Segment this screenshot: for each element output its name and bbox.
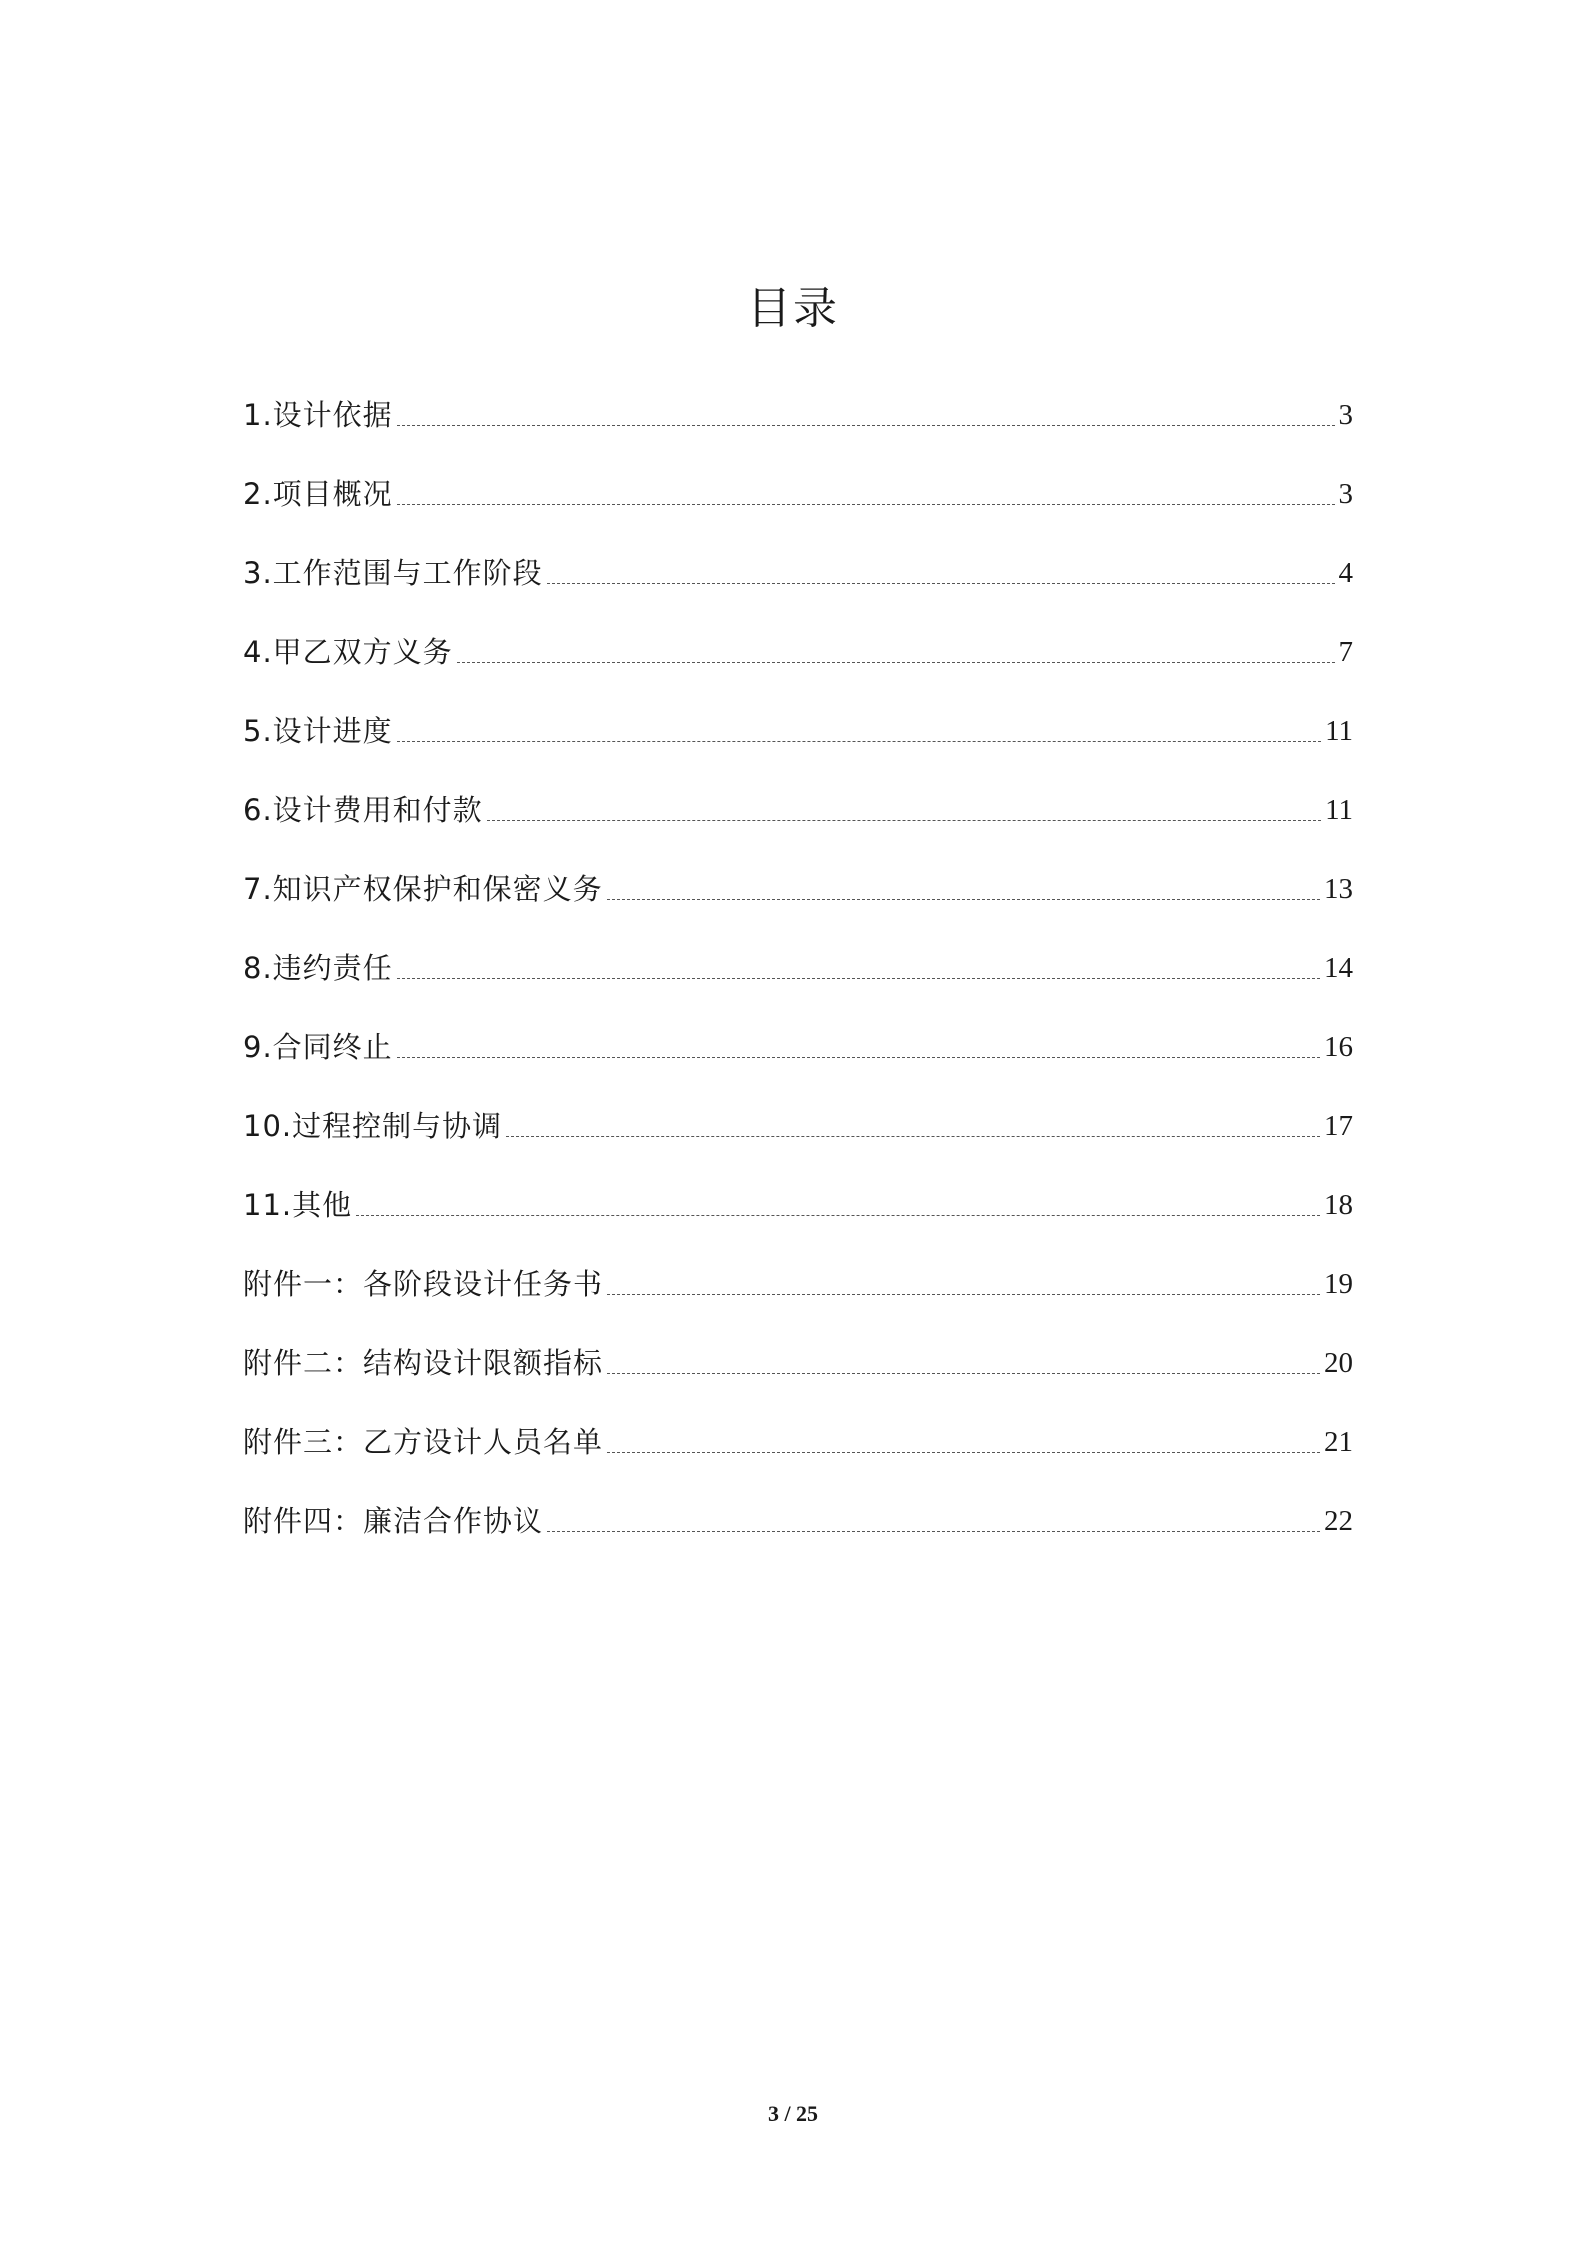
toc-page-number: 16 [1324, 1031, 1353, 1063]
toc-leader [547, 1531, 1320, 1532]
toc-entry-label: 10.过程控制与协调 [243, 1109, 503, 1143]
toc-entry[interactable] [243, 1383, 1353, 1462]
toc-entry[interactable] [243, 1462, 1353, 1541]
page-footer-number: 3 / 25 [767, 2101, 819, 2126]
toc-entry-label: 附件二：结构设计限额指标 [243, 1346, 604, 1380]
table-of-contents [243, 356, 1353, 1541]
toc-entry[interactable] [243, 356, 1353, 435]
toc-entry[interactable] [243, 1225, 1353, 1304]
toc-entry-label: 11.其他 [243, 1188, 353, 1222]
toc-page-number: 14 [1324, 952, 1353, 984]
toc-leader [607, 1452, 1320, 1453]
toc-entry[interactable] [243, 435, 1353, 514]
toc-entry-label: 8.违约责任 [243, 951, 393, 985]
toc-entry[interactable] [243, 751, 1353, 830]
toc-page-number: 7 [1338, 636, 1353, 668]
toc-leader [607, 1294, 1320, 1295]
toc-page-number: 11 [1325, 794, 1353, 826]
toc-page-number: 20 [1324, 1347, 1353, 1379]
toc-page-number: 19 [1324, 1268, 1353, 1300]
toc-entry-label: 附件四：廉洁合作协议 [243, 1504, 544, 1538]
toc-entry[interactable] [243, 1067, 1353, 1146]
toc-entry[interactable] [243, 830, 1353, 909]
toc-page-number: 3 [1338, 478, 1353, 510]
toc-page-number: 21 [1324, 1426, 1353, 1458]
toc-page-number: 17 [1324, 1110, 1353, 1142]
toc-entry[interactable] [243, 1304, 1353, 1383]
toc-page-number: 4 [1338, 557, 1353, 589]
toc-leader [397, 978, 1320, 979]
toc-leader [607, 1373, 1320, 1374]
toc-entry-label: 5.设计进度 [243, 714, 393, 748]
toc-entry-label: 1.设计依据 [243, 398, 393, 432]
toc-leader [457, 662, 1335, 663]
toc-entry-label: 3.工作范围与工作阶段 [243, 556, 543, 590]
toc-leader [506, 1136, 1320, 1137]
toc-leader [356, 1215, 1320, 1216]
toc-entry[interactable] [243, 514, 1353, 593]
toc-entry-label: 附件三：乙方设计人员名单 [243, 1425, 604, 1459]
toc-page-number: 22 [1324, 1505, 1353, 1537]
toc-entry[interactable] [243, 909, 1353, 988]
toc-entry[interactable] [243, 1146, 1353, 1225]
toc-entry-label: 9.合同终止 [243, 1030, 393, 1064]
toc-leader [547, 583, 1335, 584]
toc-entry-label: 4.甲乙双方义务 [243, 635, 453, 669]
toc-page-number: 3 [1338, 399, 1353, 431]
toc-leader [397, 425, 1335, 426]
toc-leader [487, 820, 1321, 821]
toc-page-number: 11 [1325, 715, 1353, 747]
toc-page-number: 13 [1324, 873, 1353, 905]
toc-page-number: 18 [1324, 1189, 1353, 1221]
toc-leader [397, 504, 1335, 505]
toc-entry[interactable] [243, 988, 1353, 1067]
toc-entry[interactable] [243, 593, 1353, 672]
toc-entry-label: 2.项目概况 [243, 477, 393, 511]
toc-entry[interactable] [243, 672, 1353, 751]
toc-title: 目录 [747, 283, 839, 335]
toc-entry-label: 6.设计费用和付款 [243, 793, 483, 827]
toc-leader [397, 741, 1321, 742]
toc-entry-label: 7.知识产权保护和保密义务 [243, 872, 603, 906]
toc-leader [607, 899, 1320, 900]
toc-leader [397, 1057, 1320, 1058]
toc-entry-label: 附件一：各阶段设计任务书 [243, 1267, 604, 1301]
